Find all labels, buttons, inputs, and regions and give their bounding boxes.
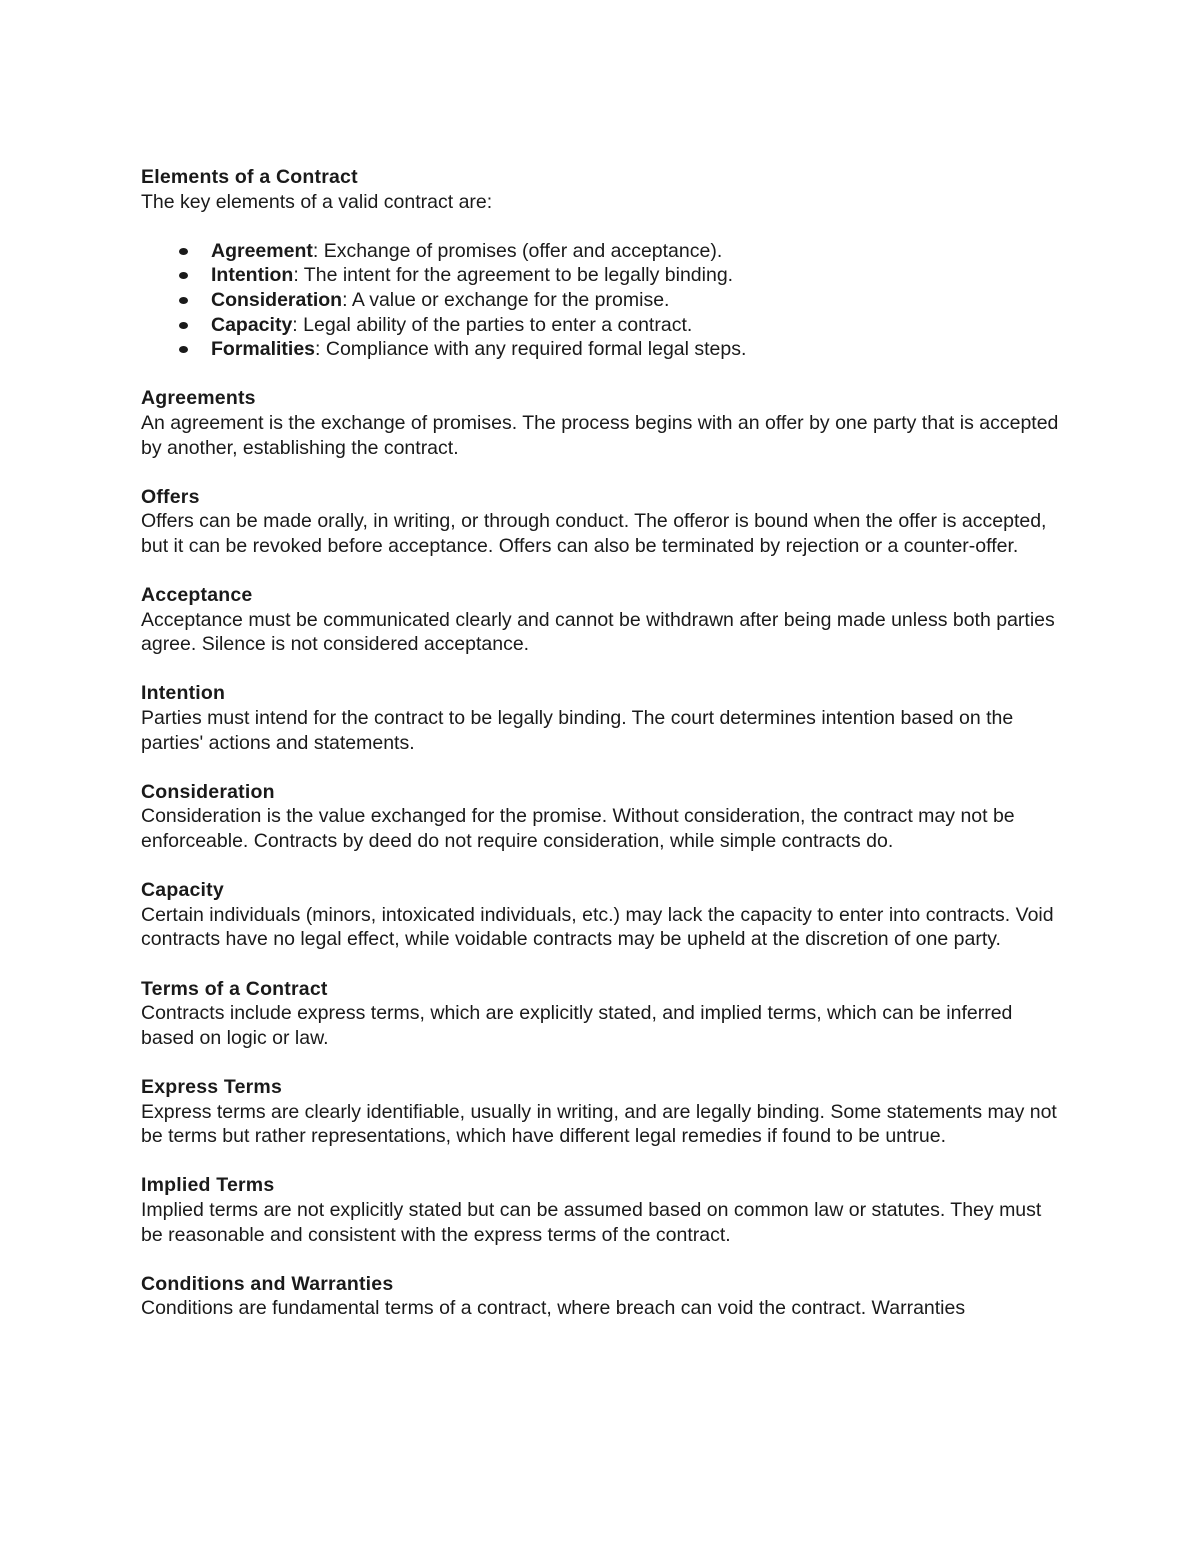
bullet-icon xyxy=(179,346,188,353)
section-body: Implied terms are not explicitly stated but can be assumed based on common law or statutes. They must be reasonable and consistent with the express terms of the contract. xyxy=(141,1198,1042,1246)
section-heading: Consideration xyxy=(141,780,275,803)
section-acceptance xyxy=(141,583,1066,657)
section-offers xyxy=(141,485,1066,559)
bullet-icon xyxy=(179,272,188,279)
bullet-icon xyxy=(179,248,188,255)
section-body: Certain individuals (minors, intoxicated individuals, etc.) may lack the capacity to enter into contracts. Void contracts have no legal effect, while voidable contracts may be upheld at the discretion of one party. xyxy=(141,903,1054,951)
list-item xyxy=(141,263,1066,288)
section-body: Conditions are fundamental terms of a contract, where breach can void the contract. Warranties xyxy=(141,1297,966,1320)
list-item xyxy=(141,239,1066,264)
section-body: Parties must intend for the contract to be legally binding. The court determines intention based on the parties' actions and statements. xyxy=(141,707,1014,754)
section-intention xyxy=(141,681,1066,755)
section-heading: Capacity xyxy=(141,879,224,902)
section-body: Express terms are clearly identifiable, usually in writing, and are legally binding. Some statements may not be terms but rather representations, which have different legal remedies if found to be untrue. xyxy=(141,1100,1057,1148)
document-title: Elements of a Contract xyxy=(141,166,358,188)
list-item-desc: : A value or exchange for the promise. xyxy=(342,288,670,311)
list-item-term: Capacity xyxy=(211,313,293,336)
list-item-desc: : Exchange of promises (offer and acceptance). xyxy=(312,239,723,262)
list-item xyxy=(141,313,1066,338)
list-item xyxy=(141,337,1066,362)
section-body: An agreement is the exchange of promises. The process begins with an offer by one party that is accepted by another, establishing the contract. xyxy=(141,411,1059,459)
section-body: Consideration is the value exchanged for the promise. Without consideration, the contract may not be enforceable. Contracts by deed do not require consideration, while simple contracts do. xyxy=(141,805,1015,853)
elements-list xyxy=(141,239,1066,362)
list-item-desc: : Compliance with any required formal legal steps. xyxy=(315,338,747,361)
list-item-desc: : The intent for the agreement to be legally binding. xyxy=(293,264,734,287)
section-body: Offers can be made orally, in writing, or through conduct. The offeror is bound when the offer is accepted, but it can be revoked before acceptance. Offers can also be terminated by rejection or a counter-offer. xyxy=(141,510,1047,557)
section-implied-terms xyxy=(141,1173,1066,1247)
section-heading: Express Terms xyxy=(141,1075,282,1098)
section-terms-of-a-contract xyxy=(141,977,1066,1051)
section-body: Contracts include express terms, which are explicitly stated, and implied terms, which can be inferred based on logic or law. xyxy=(141,1002,1013,1049)
list-item-term: Intention xyxy=(211,264,294,287)
section-heading: Conditions and Warranties xyxy=(141,1272,394,1295)
list-item-term: Agreement xyxy=(211,239,313,262)
section-conditions-and-warranties xyxy=(141,1272,1066,1321)
section-heading: Implied Terms xyxy=(141,1174,275,1197)
section-capacity xyxy=(141,878,1066,952)
section-heading: Terms of a Contract xyxy=(141,977,328,1000)
document-page xyxy=(141,165,1066,1346)
list-item-term: Formalities xyxy=(211,338,316,361)
section-heading: Acceptance xyxy=(141,584,253,607)
list-item xyxy=(141,288,1066,313)
bullet-icon xyxy=(179,297,188,304)
list-item-term: Consideration xyxy=(211,288,343,311)
section-express-terms xyxy=(141,1075,1066,1149)
section-body: Acceptance must be communicated clearly and cannot be withdrawn after being made unless both parties agree. Silence is not considered acceptance. xyxy=(141,608,1055,656)
list-item-desc: : Legal ability of the parties to enter a contract. xyxy=(292,313,693,336)
section-heading: Intention xyxy=(141,682,226,705)
section-heading: Agreements xyxy=(141,387,256,410)
intro-text: The key elements of a valid contract are: xyxy=(141,190,493,213)
bullet-icon xyxy=(179,322,188,329)
section-agreements xyxy=(141,386,1066,460)
section-consideration xyxy=(141,780,1066,854)
section-elements xyxy=(141,165,1066,362)
section-heading: Offers xyxy=(141,485,200,508)
